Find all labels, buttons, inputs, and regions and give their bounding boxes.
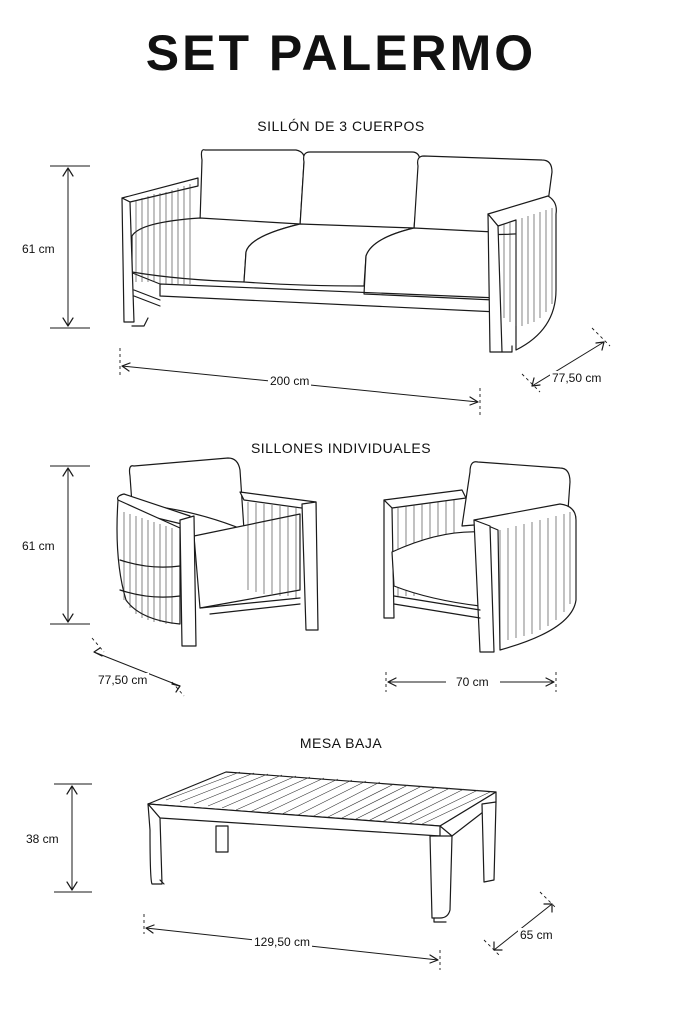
section-title-sofa: SILLÓN DE 3 CUERPOS [257,118,425,134]
sofa-width-label: 200 cm [270,374,310,388]
sofa-height-label: 61 cm [22,242,55,256]
table-depth-dimension [484,892,556,956]
armchair-width-label: 70 cm [456,675,489,689]
table-width-label: 129,50 cm [254,935,311,949]
coffee-table-drawing [148,772,496,922]
armchair-depth-label: 77,50 cm [98,673,148,687]
sofa-depth-label: 77,50 cm [552,371,602,385]
table-depth-label: 65 cm [520,928,553,942]
section-title-table: MESA BAJA [299,735,383,751]
armchair-depth-dimension [92,638,184,696]
armchair-right-drawing [384,462,576,652]
page-title: SET PALERMO [145,25,537,81]
armchair-left-drawing [117,458,318,646]
sofa-drawing [122,150,556,352]
armchair-height-label: 61 cm [22,539,55,553]
table-height-label: 38 cm [26,832,59,846]
section-title-armchairs: SILLONES INDIVIDUALES [250,440,432,456]
